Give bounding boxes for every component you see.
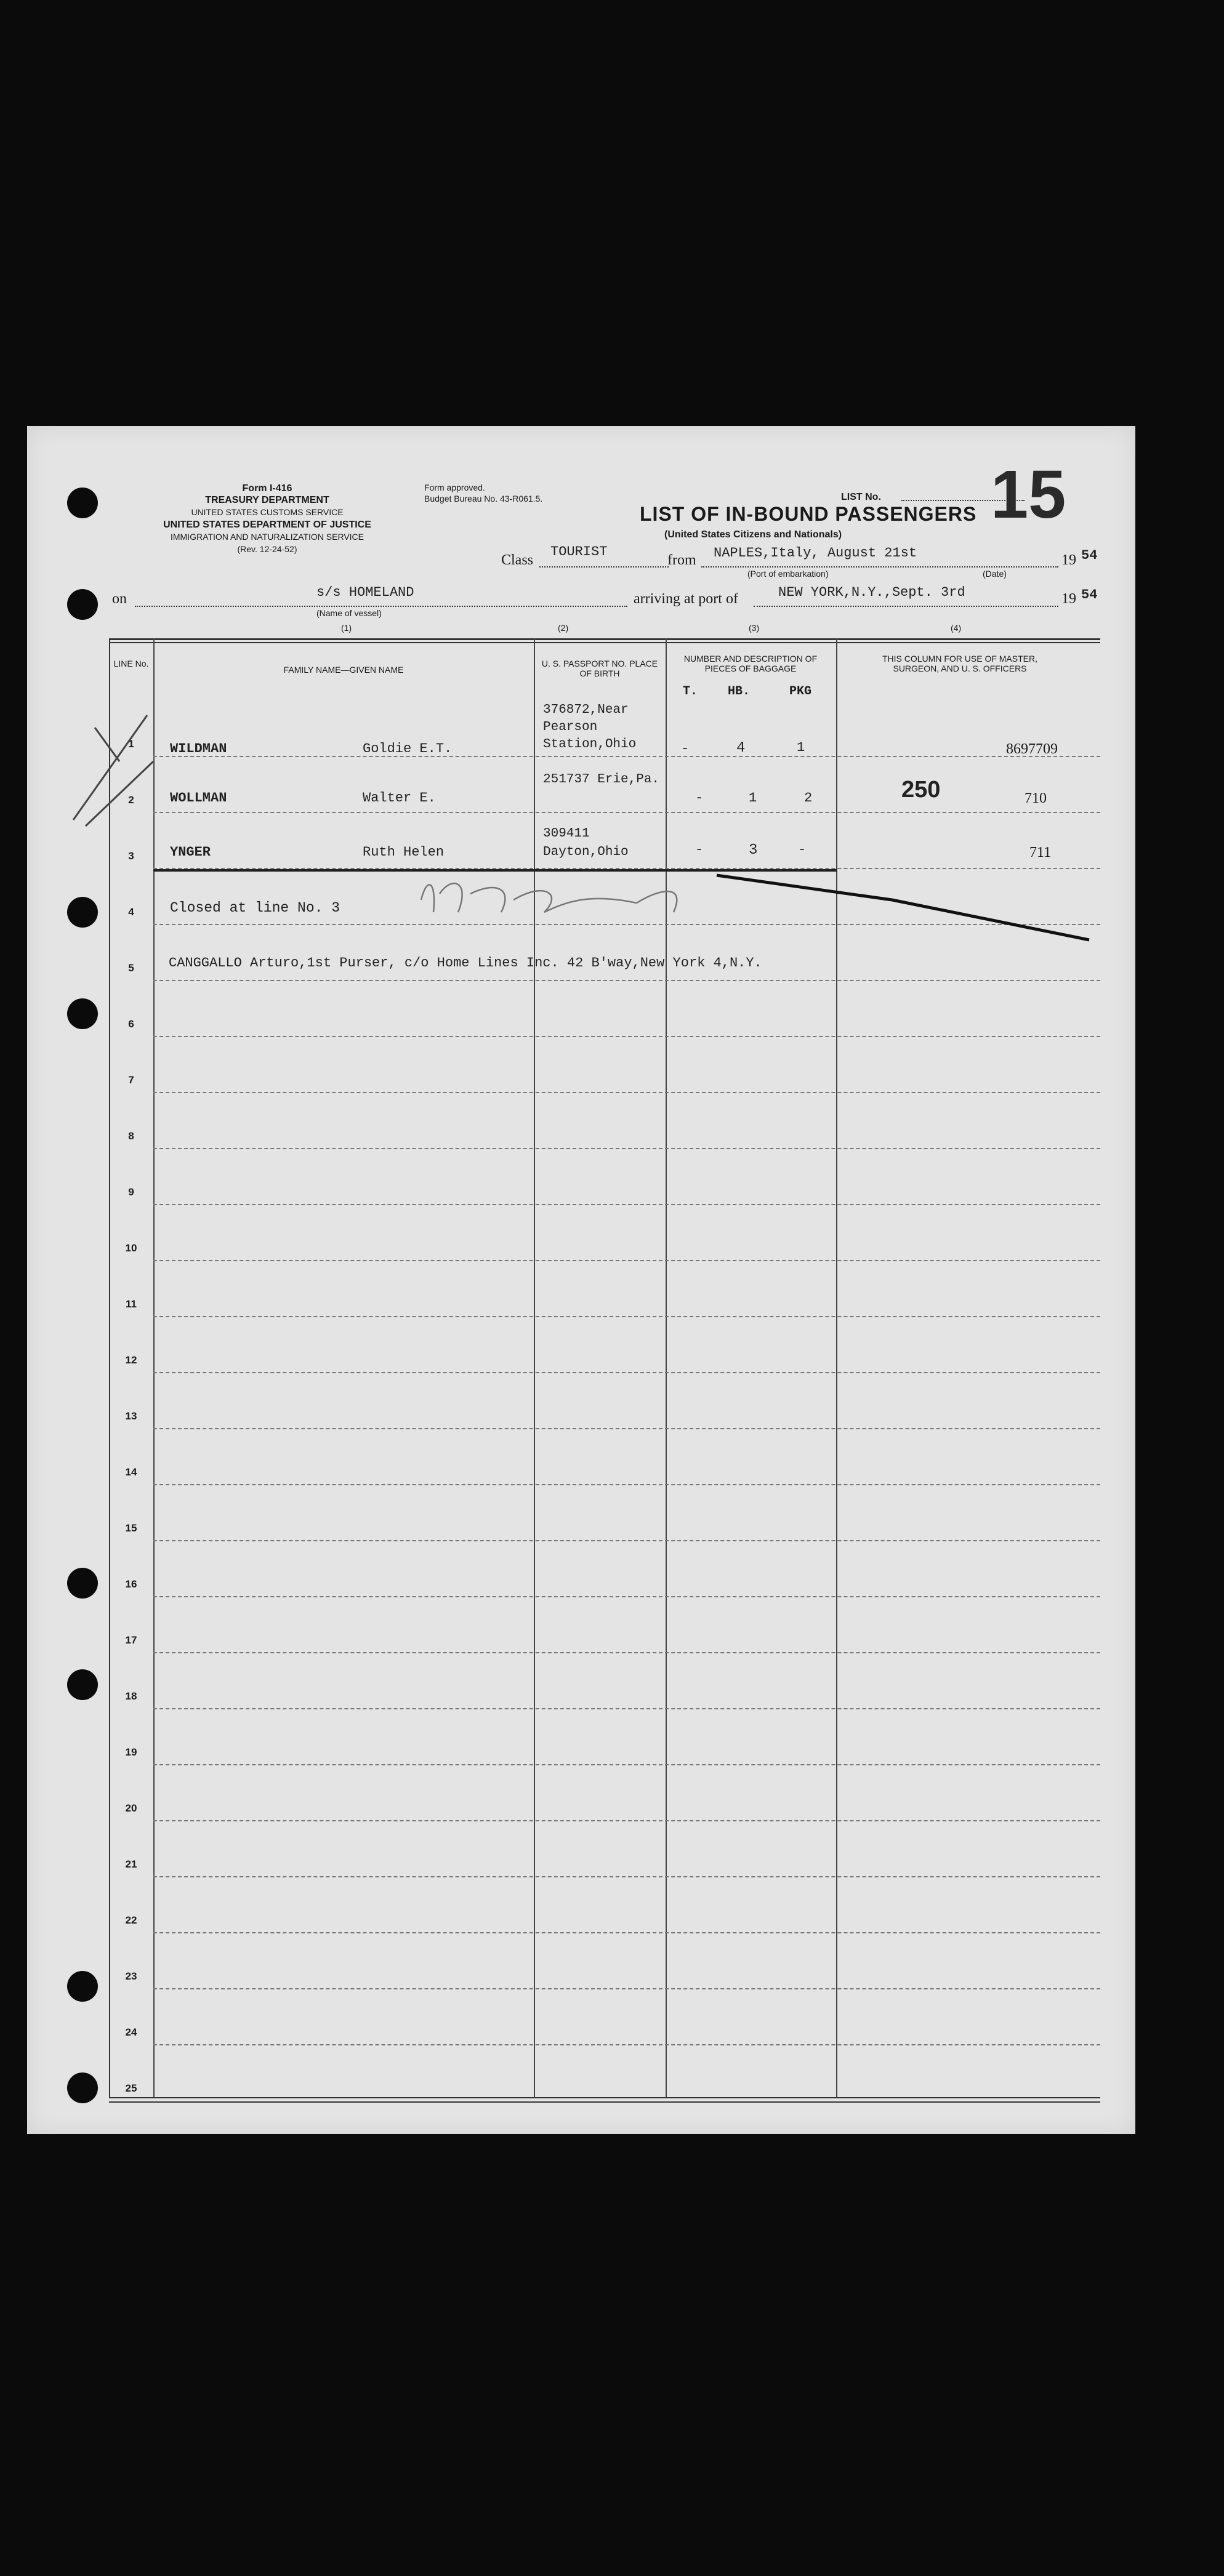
row1-hb: 4: [736, 740, 746, 756]
row3-pkg: -: [798, 842, 807, 857]
header-baggage: NUMBER AND DESCRIPTION OF PIECES OF BAGGAGE: [683, 654, 818, 673]
line-number: 15: [125, 1522, 137, 1534]
line-number: 16: [125, 1578, 137, 1590]
tally-mark: [95, 728, 119, 761]
tally-mark: [86, 761, 153, 826]
line-number: 5: [128, 962, 134, 974]
dept-treasury-sub: UNITED STATES CUSTOMS SERVICE: [191, 507, 344, 517]
header-officers: THIS COLUMN FOR USE OF MASTER, SURGEON, AND U. S. OFFICERS: [882, 654, 1037, 673]
line-number: 19: [125, 1746, 137, 1758]
row1-family: WILDMAN: [170, 741, 227, 756]
vessel-caption: (Name of vessel): [316, 608, 382, 618]
line-number: 20: [125, 1802, 137, 1814]
dept-treasury: TREASURY DEPARTMENT: [205, 495, 329, 505]
line-number: 17: [125, 1634, 137, 1646]
year-value: 54: [1081, 548, 1098, 563]
line-number: 22: [125, 1914, 137, 1926]
purser-note: CANGGALLO Arturo,1st Purser, c/o Home Lines Inc. 42 B'way,New York 4,N.Y.: [169, 955, 762, 971]
port-embark-caption: (Port of embarkation): [747, 569, 829, 579]
line-number: 11: [126, 1298, 137, 1310]
line-number: 9: [128, 1186, 134, 1198]
form-approved: Form approved.: [424, 483, 485, 492]
line-number: 18: [125, 1690, 137, 1702]
revision-date: (Rev. 12-24-52): [237, 544, 297, 554]
row1-pkg: 1: [797, 740, 805, 755]
line-number: 24: [125, 2026, 137, 2038]
row2-family: WOLLMAN: [170, 790, 227, 806]
header-passport: U. S. PASSPORT NO. PLACE OF BIRTH: [541, 659, 658, 678]
row3-family: YNGER: [170, 845, 211, 860]
row2-t: -: [695, 790, 704, 806]
line-number: 3: [128, 850, 134, 862]
line-number: 21: [125, 1858, 137, 1870]
line-number: 25: [125, 2082, 137, 2094]
on-label: on: [112, 591, 127, 607]
row2-pkg: 2: [804, 790, 813, 806]
budget-bureau: Budget Bureau No. 43-R061.5.: [424, 494, 543, 504]
row1-passport: 376872,Near Pearson Station,Ohio: [543, 703, 637, 752]
year-prefix: 19: [1061, 552, 1076, 568]
class-value: TOURIST: [550, 544, 608, 560]
row1-officer: 8697709: [1006, 741, 1058, 757]
caption-2: (2): [558, 623, 569, 633]
list-no-label: LIST No.: [841, 492, 881, 502]
dept-justice-sub: IMMIGRATION AND NATURALIZATION SERVICE: [171, 532, 364, 542]
line-number: 23: [125, 1970, 137, 1982]
line-number: 14: [125, 1466, 137, 1478]
row3-given: Ruth Helen: [363, 845, 445, 860]
arriving-port: NEW YORK,N.Y.,Sept. 3rd: [778, 585, 965, 600]
line-number: 2: [128, 794, 134, 806]
header-family-name: FAMILY NAME—GIVEN NAME: [283, 665, 404, 675]
page-title: LIST OF IN-BOUND PASSENGERS: [640, 503, 977, 525]
year-prefix-2: 19: [1061, 591, 1076, 607]
from-label: from: [667, 552, 696, 568]
pen-marks: [27, 426, 1135, 2134]
row1-given: Goldie E.T.: [363, 741, 453, 756]
row3-hb: 3: [749, 842, 758, 859]
page-subtitle: (United States Citizens and Nationals): [664, 529, 842, 540]
line-number: 12: [125, 1354, 137, 1366]
header-bag-pkg: PKG: [789, 684, 812, 699]
closed-note: Closed at line No. 3: [170, 900, 340, 916]
header-bag-hb: HB.: [728, 684, 751, 699]
arriving-label: arriving at port of: [634, 591, 738, 607]
manifest-page: [27, 426, 1135, 2134]
from-value: NAPLES,Italy, August 21st: [714, 545, 917, 561]
tally-mark: [73, 715, 147, 820]
row1-t: -: [681, 741, 690, 756]
line-number: 10: [125, 1242, 137, 1254]
header-line-no: LINE No.: [113, 659, 149, 668]
line-number: 8: [128, 1130, 134, 1142]
row2-given: Walter E.: [363, 790, 436, 806]
caption-4: (4): [951, 623, 962, 633]
row3-officer: 711: [1029, 845, 1052, 861]
vessel-name: s/s HOMELAND: [316, 585, 414, 600]
signature: [421, 883, 677, 912]
row2-hb: 1: [749, 790, 757, 806]
date-caption: (Date): [983, 569, 1007, 579]
line-number: 4: [128, 906, 134, 918]
form-number: Form I-416: [242, 483, 292, 494]
row2-passport: 251737 Erie,Pa.: [543, 772, 660, 787]
row3-t: -: [695, 842, 704, 857]
line-number: 1: [128, 738, 134, 750]
line-number: 6: [128, 1018, 134, 1030]
row3-passport: 309411 Dayton,Ohio: [543, 827, 629, 859]
year-value-2: 54: [1081, 587, 1098, 603]
class-label: Class: [501, 552, 534, 568]
line-number: 7: [128, 1074, 134, 1086]
caption-1: (1): [341, 623, 352, 633]
line-number: 13: [125, 1410, 137, 1422]
closing-stroke: [717, 875, 1089, 940]
header-bag-t: T.: [683, 684, 698, 699]
dept-justice: UNITED STATES DEPARTMENT OF JUSTICE: [163, 520, 371, 530]
row2-officer: 710: [1025, 790, 1047, 806]
list-number: 15: [991, 457, 1066, 532]
caption-3: (3): [749, 623, 760, 633]
officer-note-250: 250: [901, 777, 941, 803]
